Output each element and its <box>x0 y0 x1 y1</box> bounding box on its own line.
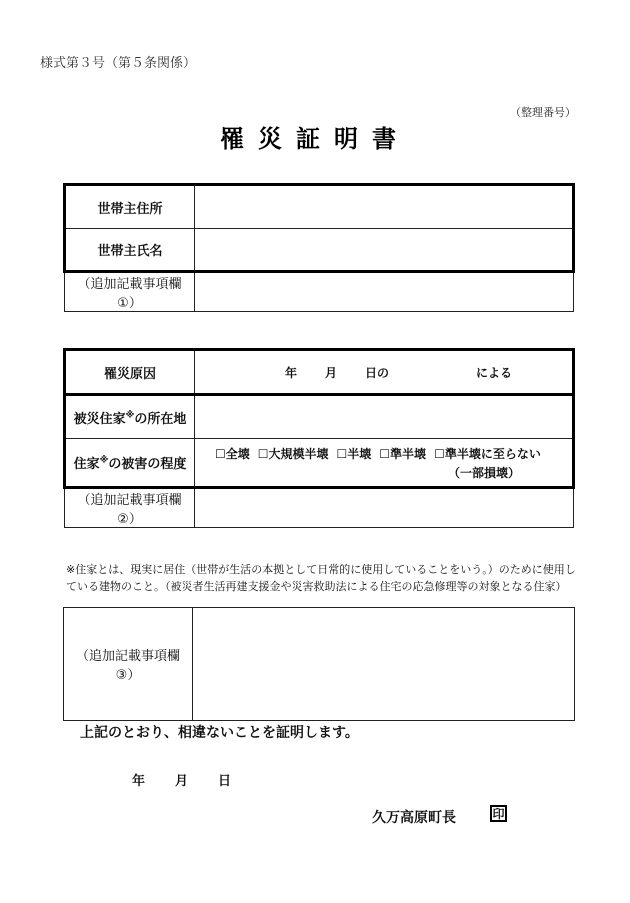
form-number-label: 様式第３号（第５条関係） <box>40 56 197 71</box>
cert-day-label: 日 <box>218 774 232 789</box>
cert-year-label: 年 <box>132 774 146 789</box>
location-label-mark: ※ <box>125 410 135 421</box>
dwelling-definition-note: ※住家とは、現実に居住（世帯が生活の本拠として日常的に使用していることをいう。）のために使用している建物のこと。（被災者生活再建支援金や災害救助法による住宅の応急修理等の対象となる住家） <box>66 563 576 593</box>
damage-option-below-semi-half[interactable]: ☐準半壊に至らない <box>434 446 541 461</box>
additional-entry-3-table <box>63 607 575 721</box>
damage-option-large-scale-half[interactable]: ☐大規模半壊 <box>257 446 329 461</box>
cause-month-label: 月 <box>325 365 338 380</box>
damage-degree-label <box>65 439 195 488</box>
householder-address-label: 世帯主住所 <box>65 185 195 229</box>
additional-entry-1-label: （追加記載事項欄①） <box>65 272 195 312</box>
additional-entry-3-field[interactable] <box>193 608 575 721</box>
damaged-house-location-label <box>65 395 195 439</box>
damage-label-mark: ※ <box>99 455 109 466</box>
damaged-house-location-field[interactable] <box>195 395 574 439</box>
cert-month-label: 月 <box>175 774 189 789</box>
reference-number-label: （整理番号） <box>510 106 576 119</box>
additional-entry-2-field[interactable] <box>195 488 574 528</box>
householder-address-field[interactable] <box>195 185 574 229</box>
additional-entry-1-field[interactable] <box>195 272 574 312</box>
householder-name-label: 世帯主氏名 <box>65 229 195 272</box>
disaster-table <box>63 348 575 528</box>
cause-year-label: 年 <box>285 365 298 380</box>
location-label-end: の所在地 <box>134 411 187 427</box>
damage-option-partial-note: （一部損壊） <box>447 465 520 480</box>
location-label-main: 被災住家 <box>73 411 126 427</box>
disaster-cause-field[interactable] <box>195 350 574 395</box>
household-table <box>63 183 575 312</box>
damage-option-semi-half[interactable]: ☐準半壊 <box>379 446 427 461</box>
damage-label-main: 住家 <box>73 457 100 472</box>
householder-name-field[interactable] <box>195 229 574 272</box>
cause-suffix-label: による <box>475 365 512 380</box>
certification-date <box>132 770 231 789</box>
damage-degree-field <box>195 439 574 488</box>
certification-statement: 上記のとおり、相違ないことを証明します。 <box>80 725 359 741</box>
damage-label-end: の被害の程度 <box>108 457 187 472</box>
cause-day-label: 日の <box>365 365 390 380</box>
additional-entry-2-label: （追加記載事項欄②） <box>65 488 195 528</box>
issuer-title: 久万高原町長 <box>372 810 456 826</box>
seal-stamp-icon: 印 <box>490 805 507 822</box>
damage-option-total-loss[interactable]: ☐全壊 <box>215 446 250 461</box>
document-title: 罹災証明書 <box>220 125 410 153</box>
additional-entry-3-label: （追加記載事項欄③） <box>64 608 193 721</box>
disaster-cause-label: 罹災原因 <box>65 350 195 395</box>
damage-option-half[interactable]: ☐半壊 <box>336 446 372 461</box>
